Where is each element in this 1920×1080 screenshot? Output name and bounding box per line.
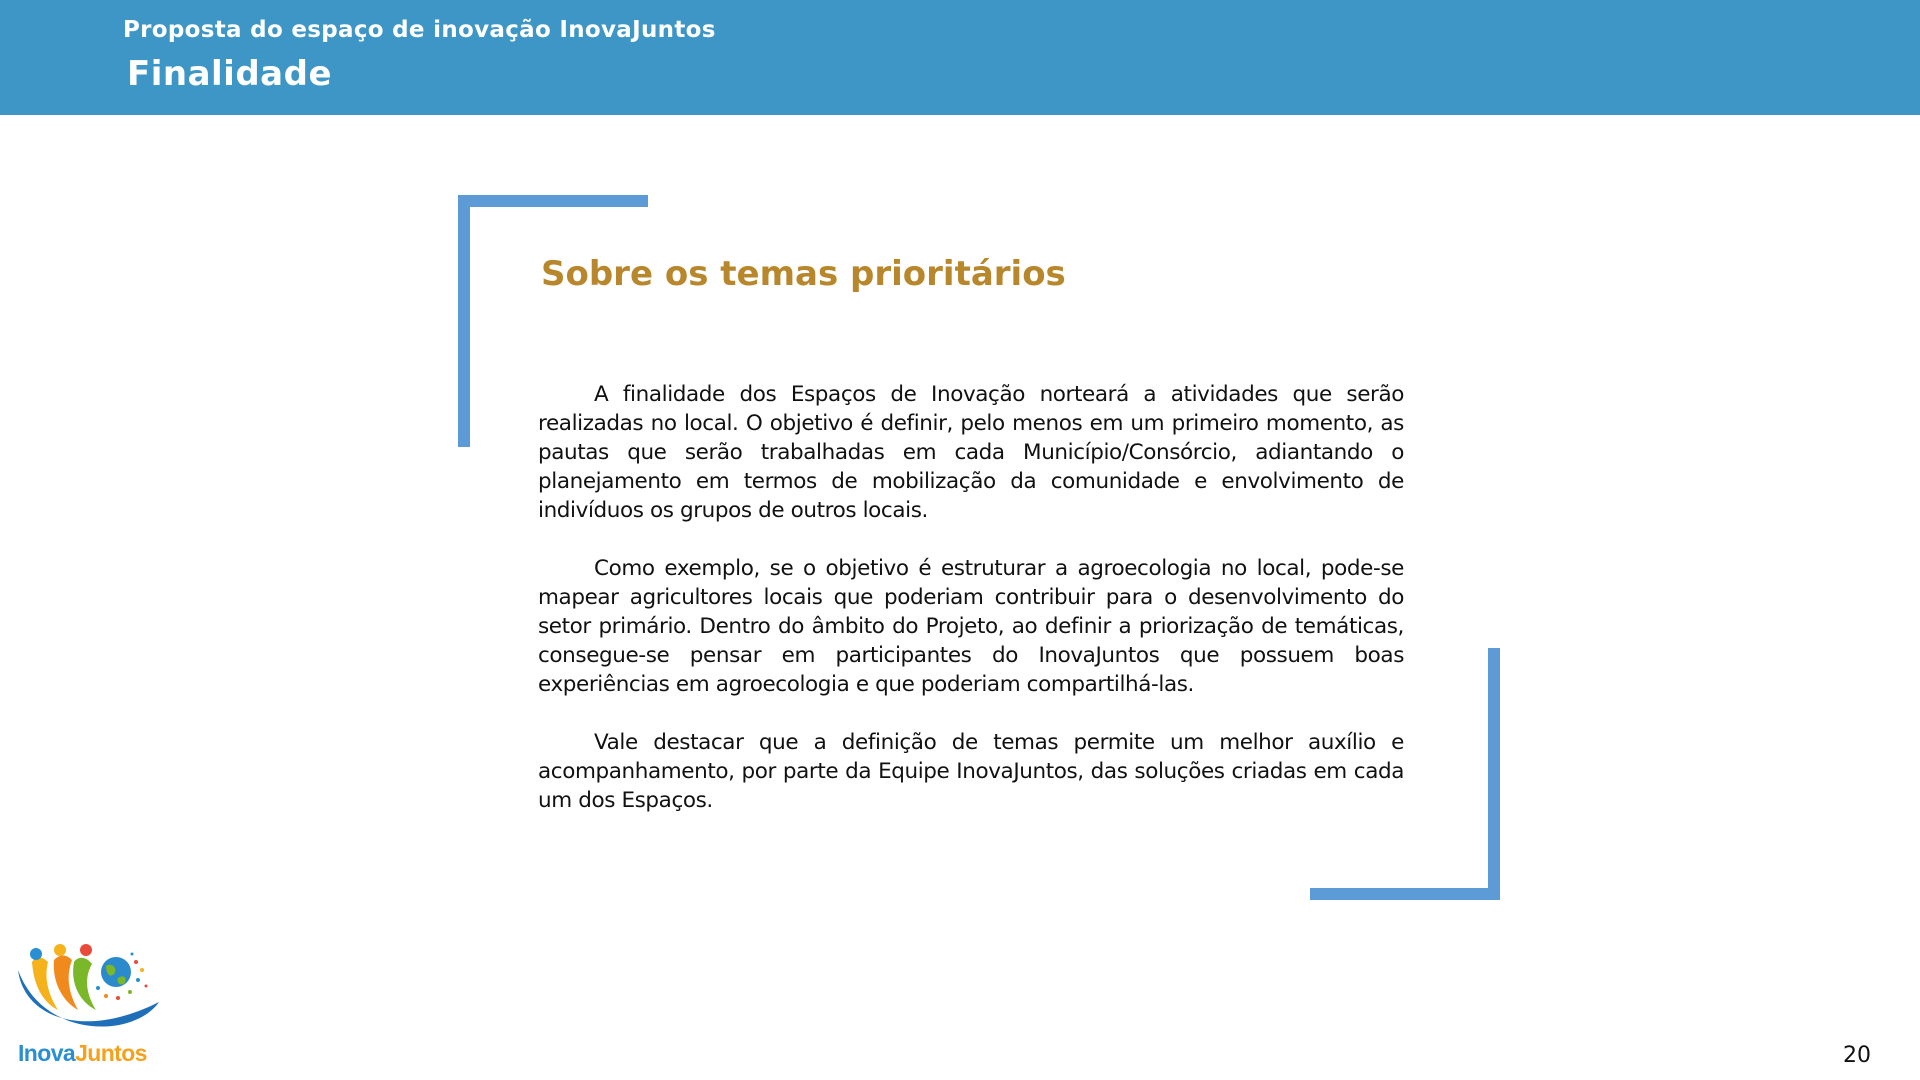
inovajuntos-logo-icon: [14, 940, 164, 1040]
paragraph-2: Como exemplo, se o objetivo é estruturar a agroecologia no local, pode-se mapear agricultores locais que poderiam contribuir para o desenvolvimento do setor primário. Dentro do âmbito do Projeto, ao definir a priorização de temáticas, consegue-se pensar em participantes do InovaJuntos que possuem boas experiências em agroecologia e que poderiam compartilhá-las.: [538, 556, 1404, 697]
page-title: Finalidade: [127, 54, 333, 94]
decorative-bracket-bottom-horizontal: [1310, 888, 1500, 900]
inovajuntos-logo: [14, 940, 164, 1065]
section-heading: Sobre os temas prioritários: [541, 254, 1066, 294]
header-subtitle: Proposta do espaço de inovação InovaJuntos: [123, 17, 716, 43]
paragraph-3: Vale destacar que a definição de temas permite um melhor auxílio e acompanhamento, por parte da Equipe InovaJuntos, das soluções criadas em cada um dos Espaços.: [538, 730, 1404, 813]
paragraph-1: A finalidade dos Espaços de Inovação norteará a atividades que serão realizadas no local. O objetivo é definir, pelo menos em um primeiro momento, as pautas que serão trabalhadas em cada Município/Consórcio, adiantando o planejamento em termos de mobilização da comunidade e envolvimento de indivíduos os grupos de outros locais.: [538, 382, 1404, 523]
logo-wordmark: [18, 1040, 147, 1067]
decorative-bracket-top-horizontal: [458, 195, 648, 207]
body-text: [538, 380, 1404, 844]
header-band: [0, 0, 1920, 115]
logo-wordmark-inova: Inova: [18, 1040, 76, 1066]
decorative-bracket-bottom-vertical: [1488, 648, 1500, 900]
page-number: 20: [1843, 1043, 1871, 1068]
logo-wordmark-juntos: Juntos: [75, 1040, 147, 1066]
decorative-bracket-top-vertical: [458, 195, 470, 447]
